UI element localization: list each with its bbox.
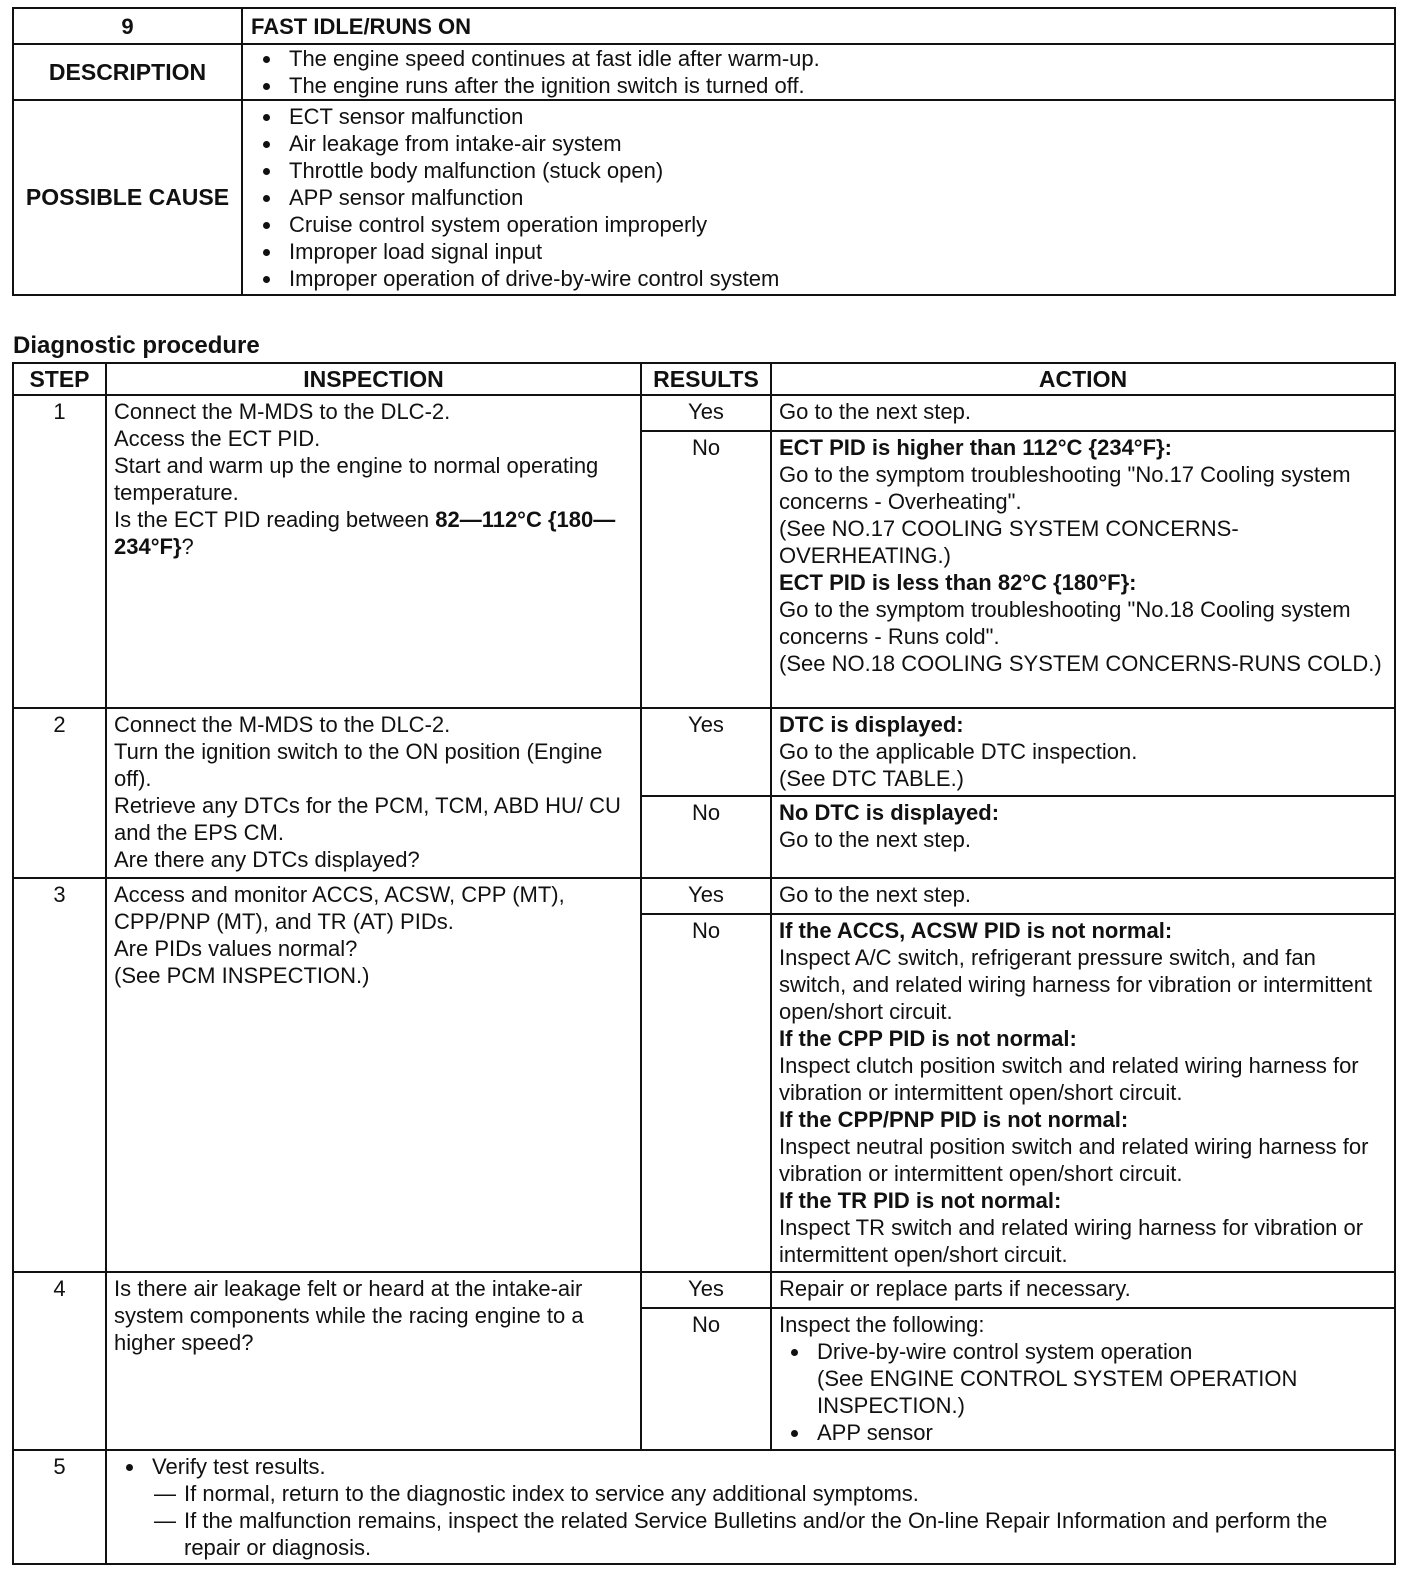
list-item: APP sensor malfunction: [251, 184, 1386, 211]
symptom-number: 9: [13, 8, 242, 44]
symptom-title: FAST IDLE/RUNS ON: [242, 8, 1395, 44]
description-label: DESCRIPTION: [13, 44, 242, 100]
list-item: Cruise control system operation improperly: [251, 211, 1386, 238]
list-item: Verify test results.: [114, 1453, 1387, 1480]
table-row: [13, 878, 1395, 914]
symptom-table: [12, 7, 1396, 296]
result-no: No: [641, 431, 771, 708]
step-number: 5: [13, 1450, 106, 1564]
list-item: ECT sensor malfunction: [251, 103, 1386, 130]
action-cell: Repair or replace parts if necessary.: [771, 1272, 1395, 1308]
step-number: 2: [13, 708, 106, 878]
header-inspection: INSPECTION: [106, 363, 641, 395]
inspection-cell: [106, 395, 641, 708]
header-results: RESULTS: [641, 363, 771, 395]
list-item: Improper operation of drive-by-wire control system: [251, 265, 1386, 292]
inspection-line: Connect the M-MDS to the DLC-2.: [114, 399, 451, 424]
step-number: 4: [13, 1272, 106, 1450]
list-item: Air leakage from intake-air system: [251, 130, 1386, 157]
header-action: ACTION: [771, 363, 1395, 395]
inspect-list: [779, 1338, 1387, 1446]
section-title: Diagnostic procedure: [13, 332, 260, 359]
list-item: — If normal, return to the diagnostic index to service any additional symptoms.: [154, 1480, 1387, 1507]
inspection-question: Is the ECT PID reading between 82—112°C {180—234°F}?: [114, 507, 616, 559]
list-item: The engine runs after the ignition switch is turned off.: [251, 72, 1386, 99]
result-yes: Yes: [641, 1272, 771, 1308]
inspection-line: Start and warm up the engine to normal operating temperature.: [114, 453, 599, 505]
inspection-cell: Connect the M-MDS to the DLC-2. Turn the ignition switch to the ON position (Engine off). Retrieve any DTCs for the PCM, TCM, ABD HU/ CU and the EPS CM. Are there any DTCs displayed?: [106, 708, 641, 878]
result-no: No: [641, 914, 771, 1272]
action-cell: If the ACCS, ACSW PID is not normal: Inspect A/C switch, refrigerant pressure switch, and fan switch, and related wiring harness for vibration or intermittent open/short circuit. If the CPP PID is not normal: Inspect clutch position switch and related wiring harness for vibration or intermittent open/short circuit. If the CPP/PNP PID is not normal: Inspect neutral position switch and related wiring harness for vibration or intermittent open/short circuit. If the TR PID is not normal: Inspect TR switch and related wiring harness for vibration or intermittent open/short circuit.: [771, 914, 1395, 1272]
description-list: [251, 45, 1386, 99]
action-cell: DTC is displayed: Go to the applicable DTC inspection. (See DTC TABLE.): [771, 708, 1395, 796]
action-cell: Go to the next step.: [771, 878, 1395, 914]
inspection-cell: Is there air leakage felt or heard at the intake-air system components while the racing engine to a higher speed?: [106, 1272, 641, 1450]
table-row: [13, 1450, 1395, 1564]
list-item: Improper load signal input: [251, 238, 1386, 265]
inspection-line: Access the ECT PID.: [114, 426, 321, 451]
step-number: 3: [13, 878, 106, 1272]
possible-cause-list: [251, 103, 1386, 292]
verify-cell: [106, 1450, 1395, 1564]
list-item: Drive-by-wire control system operation (See ENGINE CONTROL SYSTEM OPERATION INSPECTION.): [779, 1338, 1387, 1419]
result-yes: Yes: [641, 708, 771, 796]
list-item: The engine speed continues at fast idle after warm-up.: [251, 45, 1386, 72]
table-row: [13, 395, 1395, 431]
action-cell: Inspect the following: Drive-by-wire control system operation (See ENGINE CONTROL SYSTEM OPERATION INSPECTION.) APP sensor: [771, 1308, 1395, 1450]
table-row: [13, 708, 1395, 796]
list-item: — If the malfunction remains, inspect the related Service Bulletins and/or the On-line Repair Information and perform the repair or diagnosis.: [154, 1507, 1387, 1561]
list-item: APP sensor: [779, 1419, 1387, 1446]
result-yes: Yes: [641, 395, 771, 431]
list-item: Throttle body malfunction (stuck open): [251, 157, 1386, 184]
action-cell: Go to the next step.: [771, 395, 1395, 431]
possible-cause-label: POSSIBLE CAUSE: [13, 100, 242, 295]
result-no: No: [641, 1308, 771, 1450]
table-row: [13, 1272, 1395, 1308]
diagnostic-procedure-table: [12, 362, 1396, 1565]
inspection-cell: Access and monitor ACCS, ACSW, CPP (MT), CPP/PNP (MT), and TR (AT) PIDs. Are PIDs values normal? (See PCM INSPECTION.): [106, 878, 641, 1272]
result-no: No: [641, 796, 771, 878]
action-cell: No DTC is displayed: Go to the next step.: [771, 796, 1395, 878]
header-step: STEP: [13, 363, 106, 395]
step-number: 1: [13, 395, 106, 708]
result-yes: Yes: [641, 878, 771, 914]
action-cell: ECT PID is higher than 112°C {234°F}: Go to the symptom troubleshooting "No.17 Cooling system concerns - Overheating". (See NO.17 COOLING SYSTEM CONCERNS-OVERHEATING.) ECT PID is less than 82°C {180°F}: Go to the symptom troubleshooting "No.18 Cooling system concerns - Runs cold". (See NO.18 COOLING SYSTEM CONCERNS-RUNS COLD.): [771, 431, 1395, 708]
